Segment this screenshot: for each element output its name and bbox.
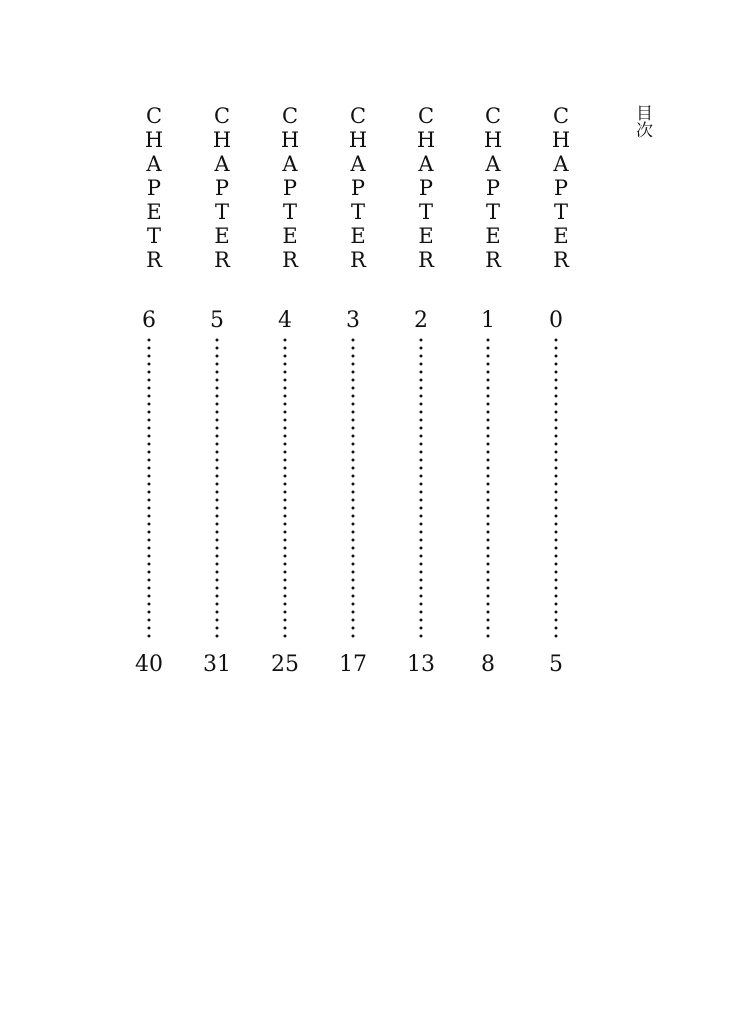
dot-leader [283, 336, 287, 641]
page-number: 13 [407, 652, 435, 677]
toc-title: 目次 [632, 104, 652, 138]
page-number: 25 [271, 652, 299, 677]
chapter-number: 0 [549, 308, 563, 333]
chapter-number: 3 [346, 308, 360, 333]
toc-entry-chapter-5[interactable] [199, 104, 235, 684]
chapter-label: CHAPTER [549, 104, 573, 272]
chapter-number: 1 [481, 308, 495, 333]
toc-entry-chapter-6[interactable] [131, 104, 167, 684]
chapter-number: 4 [278, 308, 292, 333]
toc-entry-chapter-2[interactable] [403, 104, 439, 684]
dot-leader [351, 336, 355, 641]
page-number: 17 [339, 652, 367, 677]
chapter-label: CHAPETR [142, 104, 166, 272]
dot-leader [419, 336, 423, 641]
toc-entry-chapter-1[interactable] [470, 104, 506, 684]
dot-leader [215, 336, 219, 641]
page-number: 5 [549, 652, 563, 677]
page-number: 40 [135, 652, 163, 677]
chapter-label: CHAPTER [210, 104, 234, 272]
chapter-label: CHAPTER [278, 104, 302, 272]
dot-leader [554, 336, 558, 641]
chapter-label: CHAPTER [414, 104, 438, 272]
chapter-number: 2 [414, 308, 428, 333]
page-number: 31 [203, 652, 231, 677]
dot-leader [486, 336, 490, 641]
toc-entry-chapter-3[interactable] [335, 104, 371, 684]
dot-leader [147, 336, 151, 641]
chapter-number: 5 [210, 308, 224, 333]
chapter-label: CHAPTER [481, 104, 505, 272]
chapter-number: 6 [142, 308, 156, 333]
toc-entry-chapter-4[interactable] [267, 104, 303, 684]
toc-entry-chapter-0[interactable] [538, 104, 574, 684]
chapter-label: CHAPTER [346, 104, 370, 272]
page-number: 8 [481, 652, 495, 677]
